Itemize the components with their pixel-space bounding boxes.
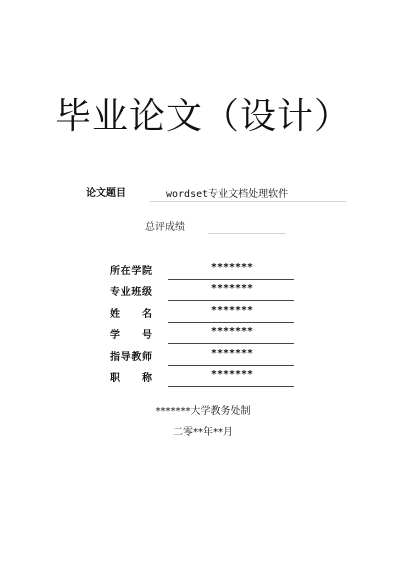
info-value: ******* [210,283,254,294]
info-row-college [110,260,300,282]
info-row-advisor [110,346,300,368]
info-label: 学号 [110,330,152,341]
info-row-student-id [110,324,300,346]
info-label: 姓名 [110,309,152,320]
info-value: ******* [210,262,254,273]
info-value: ******* [210,348,254,359]
info-label: 专业班级 [110,287,152,298]
info-underline [168,343,294,344]
info-row-class [110,281,300,303]
info-row-title [110,367,300,389]
issuing-department: *******大学教务处制 [155,406,251,417]
info-underline [168,322,294,323]
info-value: ******* [210,326,254,337]
issue-date: 二零**年**月 [173,427,233,438]
info-underline [168,386,294,387]
topic-value: wordset专业文档处理软件 [166,189,289,200]
topic-underline [150,201,346,202]
info-label: 职称 [110,373,152,384]
info-label: 指导教师 [110,352,152,363]
info-value: ******* [210,369,254,380]
topic-label: 论文题目 [86,188,126,199]
score-label: 总评成绩 [145,222,185,233]
info-label: 所在学院 [110,266,152,277]
info-row-name [110,303,300,325]
info-underline [168,365,294,366]
info-value: ******* [210,305,254,316]
page-title: 毕业论文（设计） [54,96,351,137]
score-underline [208,233,286,234]
info-underline [168,279,294,280]
info-underline [168,300,294,301]
